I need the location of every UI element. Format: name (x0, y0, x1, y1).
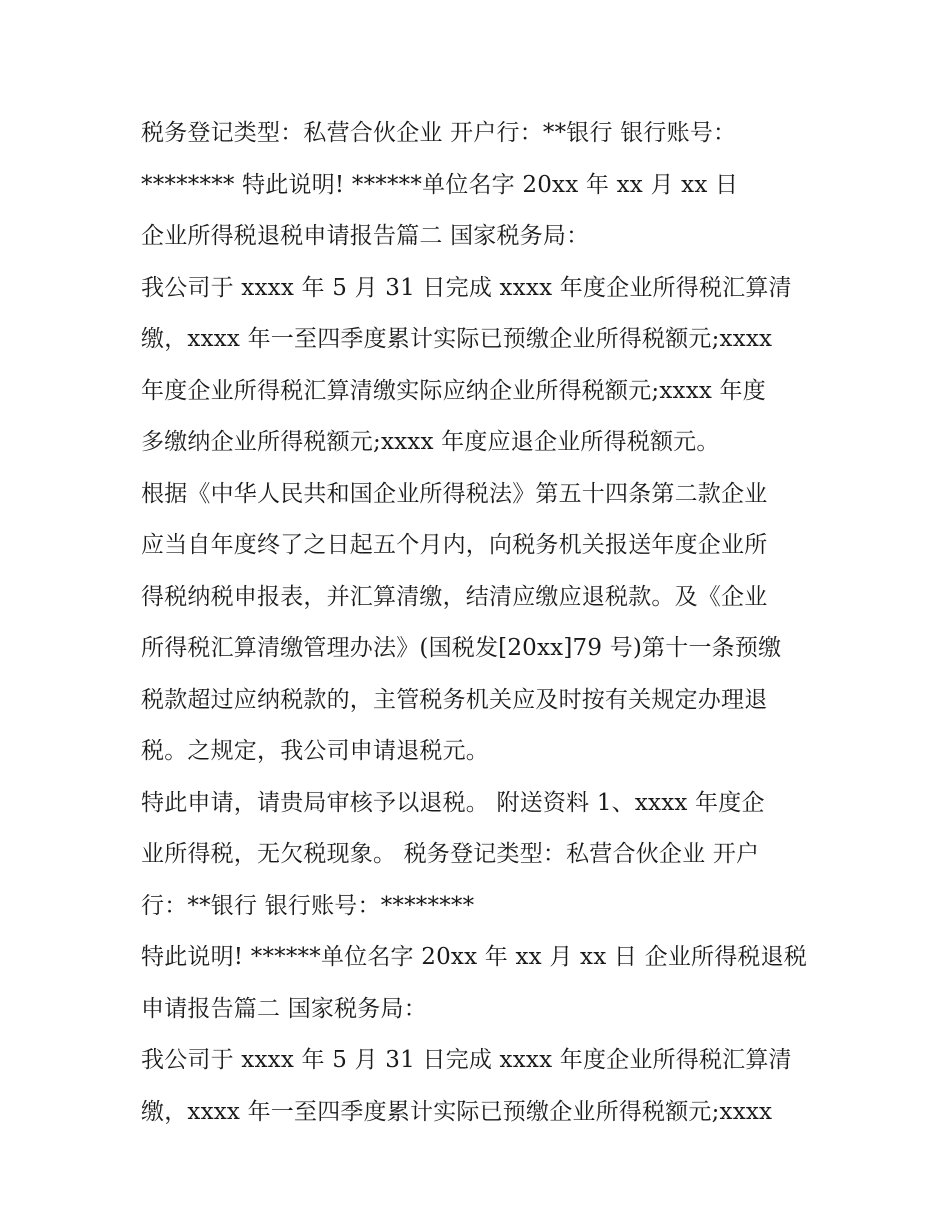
text-line-1: 税务登记类型：私营合伙企业 开户行：**银行 银行账号： (141, 120, 737, 146)
text-line-16: 行：**银行 银行账号：******** (141, 892, 475, 919)
text-line-7: 多缴纳企业所得税额元;xxxx 年度应退企业所得税额元。 (141, 429, 720, 455)
text-line-18: 申请报告篇二 国家税务局： (141, 995, 427, 1022)
text-line-2: ******** 特此说明! ******单位名字 20xx 年 xx 月 xx 日 (141, 171, 739, 198)
text-line-10: 得税纳税申报表，并汇算清缴，结清应缴应退税款。及《企业 (141, 583, 768, 610)
text-line-13: 税。之规定，我公司申请退税元。 (141, 738, 489, 764)
text-line-6: 年度企业所得税汇算清缴实际应纳企业所得税额元;xxxx 年度 (141, 377, 766, 404)
text-line-11: 所得税汇算清缴管理办法》(国税发[20xx]79 号)第十一条预缴 (141, 635, 782, 661)
text-line-9: 应当自年度终了之日起五个月内，向税务机关报送年度企业所 (141, 532, 768, 558)
text-line-5: 缴，xxxx 年一至四季度累计实际已预缴企业所得税额元;xxxx (141, 326, 773, 352)
text-line-20: 缴，xxxx 年一至四季度累计实际已预缴企业所得税额元;xxxx (141, 1098, 773, 1125)
document-body (141, 108, 831, 1138)
text-line-12: 税款超过应纳税款的，主管税务机关应及时按有关规定办理退 (141, 686, 768, 713)
text-line-14: 特此申请，请贵局审核予以退税。 附送资料 1、xxxx 年度企 (141, 789, 765, 816)
text-line-8: 根据《中华人民共和国企业所得税法》第五十四条第二款企业 (141, 480, 768, 507)
text-line-3: 企业所得税退税申请报告篇二 国家税务局： (141, 223, 590, 249)
text-line-4: 我公司于 xxxx 年 5 月 31 日完成 xxxx 年度企业所得税汇算清 (141, 274, 792, 301)
text-line-19: 我公司于 xxxx 年 5 月 31 日完成 xxxx 年度企业所得税汇算清 (141, 1047, 792, 1073)
text-line-15: 业所得税，无欠税现象。 税务登记类型：私营合伙企业 开户 (141, 841, 760, 867)
text-line-17: 特此说明! ******单位名字 20xx 年 xx 月 xx 日 企业所得税退税 (141, 944, 808, 970)
